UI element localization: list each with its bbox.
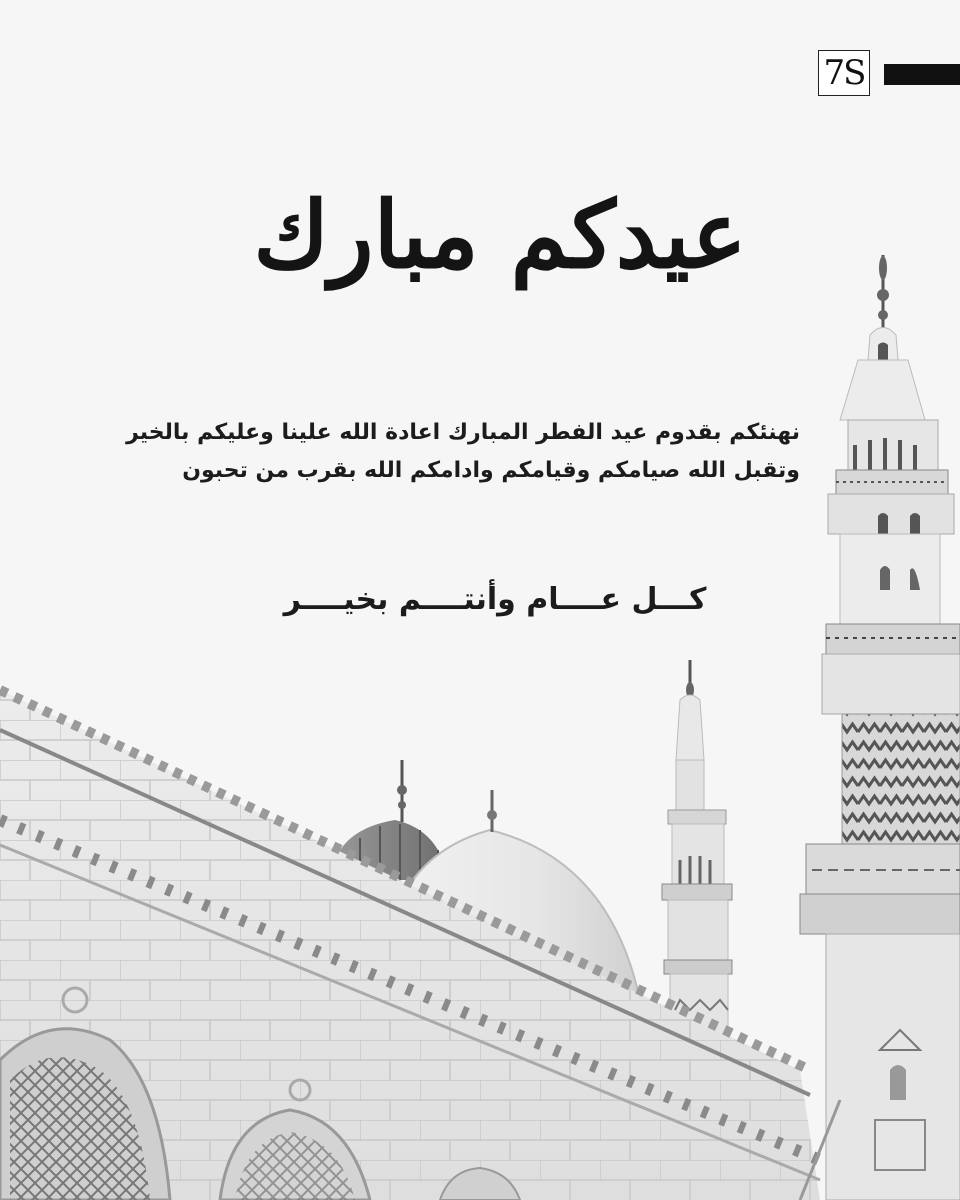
closing-greeting: كـــل عــــام وأنتــــم بخيــــر: [283, 582, 707, 617]
brand-logo: [818, 50, 870, 96]
brand-bar: [884, 64, 960, 85]
greeting-message-line-1: نهنئكم بقدوم عيد الفطر المبارك اعادة الله علينا وعليكم بالخير: [126, 420, 800, 445]
eid-calligraphy-title: عيدكم مبارك: [253, 181, 747, 289]
greeting-message-line-2: وتقبل الله صيامكم وقيامكم وادامكم الله بقرب من تحبون: [182, 458, 800, 483]
brand-logo-text: 7S: [823, 53, 865, 93]
